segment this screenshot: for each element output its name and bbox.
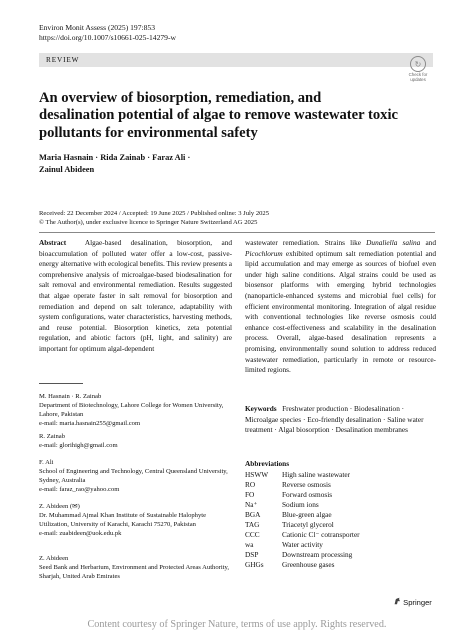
check-for-updates-icon: ↻ — [410, 56, 426, 72]
affiliation-4 — [39, 503, 232, 539]
affiliation-divider — [39, 383, 83, 384]
abstract-text-left: Algae-based desalination, biosorption, and bioaccumulation of polluted water offer a low-cost, passive-energy alternative with ecological benefits. This review presents a comprehensive analysis of microalgae-based biodesalination for salt removal and environmental remediation. Results suggested that algae operate faster in salt removal for biosorption and remediation and depend on salt tolerance, adaptability with system configurations, water characteristics, harvesting methods, and reuse potential. Biosorption kinetics, zeta potential regulation, and abiotic factors (pH, light, and salinity) are important for optimum algal-dependent — [39, 238, 233, 353]
springer-horse-icon — [393, 597, 401, 605]
history-dates: Received: 22 December 2024 / Accepted: 19 June 2025 / Published online: 3 July 2025 — [39, 210, 270, 217]
abbreviation-definition: Water activity — [282, 540, 323, 549]
publication-dates — [39, 209, 269, 228]
affiliation-department: Department of Biotechnology, Lahore College for Women University, Lahore, Pakistan — [39, 401, 224, 418]
affiliation-name: Z. Abideen (✉) — [39, 503, 80, 510]
abbreviation-term: RO — [245, 480, 256, 489]
abstract-text-right-post: exhibited optimum salt remediation potential and lipid accumulation and may emerge as sources of biofuel even under high saline conditions. Algal strains could be used as biosensor platforms with emerging hybrid technologies (nanoparticle-enhanced systems and microbial fuel cells) for efficient environmental monitoring. Integration of algal residue with conventional technologies like reverse osmosis could enhance cost-effectiveness and scalability in the desalination process. Overall, algae-based desalination represents a promising, environmentally sound solution to address reduced wastewater remediation, particularly in remote or resource-limited regions. — [245, 248, 436, 375]
affiliation-name: R. Zainab — [39, 433, 66, 440]
abstract-text-right-pre: wastewater remediation. Strains like — [245, 238, 367, 247]
abbreviation-definition: Sodium ions — [282, 500, 319, 509]
abstract-right-column — [245, 238, 436, 376]
author-list — [39, 152, 339, 175]
author-line-2: Zainul Abideen — [39, 164, 95, 174]
abstract-text-and: and — [420, 238, 436, 247]
affiliation-2 — [39, 433, 232, 451]
abbreviation-term: DSP — [245, 550, 259, 559]
article-title: An overview of biosorption, remediation, and desalination potential of algae to remove wastewater toxic pollutants for environmental safety — [39, 90, 398, 141]
courtesy-notice: Content courtesy of Springer Nature, terms of use apply. Rights reserved. — [87, 619, 387, 630]
abbreviation-definition: Greenhouse gases — [282, 560, 335, 569]
abbreviation-term: TAG — [245, 520, 260, 529]
species-name-2: Picochlorum — [245, 248, 283, 258]
affiliation-department: Seed Bank and Herbarium, Environment and Protected Areas Authority, Sharjah, United Arab Emirates — [39, 563, 230, 580]
abstract-heading: Abstract — [39, 238, 67, 247]
check-for-updates-badge[interactable] — [406, 56, 430, 82]
abbreviation-definition: High saline wastewater — [282, 470, 351, 479]
affiliation-email[interactable]: e-mail: zuabideen@uok.edu.pk — [39, 529, 122, 537]
abbreviation-term: GHGs — [245, 560, 264, 569]
affiliation-email[interactable]: e-mail: glorihigh@gmail.com — [39, 441, 118, 449]
species-name-1: Dunaliella salina — [366, 238, 421, 247]
author-line-1: Maria Hasnain · Rida Zainab · Faraz Ali · — [39, 153, 191, 162]
check-for-updates-line1: Check for — [408, 72, 428, 77]
copyright-line: © The Author(s), under exclusive licence to Springer Nature Switzerland AG 2025 — [39, 219, 258, 227]
abbreviations-heading: Abbreviations — [245, 459, 290, 468]
abbreviation-definition: Triacetyl glycerol — [282, 520, 334, 529]
abbreviation-definition: Cationic Cl⁻ cotransporter — [282, 530, 360, 539]
abbreviation-term: CCC — [245, 530, 260, 539]
abstract-left-column — [39, 238, 232, 355]
publisher-name: Springer — [403, 598, 432, 607]
check-for-updates-line2: updates — [410, 77, 426, 82]
affiliation-department: School of Engineering and Technology, Central Queensland University, Sydney, Australia — [39, 467, 228, 484]
abbreviation-term: Na⁺ — [245, 500, 258, 509]
journal-citation: Environ Monit Assess (2025) 197:853 — [39, 23, 156, 32]
doi-link[interactable]: https://doi.org/10.1007/s10661-025-14279-w — [39, 33, 176, 42]
abbreviation-term: wa — [245, 540, 254, 549]
article-type-label: REVIEW — [46, 55, 80, 64]
abbreviation-term: BGA — [245, 510, 261, 519]
publisher-logo — [393, 597, 432, 607]
abbreviation-definition: Downstream processing — [282, 550, 353, 559]
abbreviation-term: HSWW — [245, 470, 269, 479]
affiliation-1 — [39, 393, 232, 429]
affiliation-name: M. Hasnain · R. Zainab — [39, 393, 102, 400]
affiliation-department: Dr. Muhammad Ajmal Khan Institute of Sustainable Halophyte Utilization, University of Karachi, Karachi 75270, Pakistan — [39, 511, 207, 528]
affiliation-3 — [39, 459, 232, 495]
article-type-bar — [39, 53, 433, 67]
abbreviation-definition: Blue-green algae — [282, 510, 332, 519]
affiliation-name: F. Ali — [39, 459, 54, 466]
keywords-heading: Keywords — [245, 404, 277, 413]
abbreviation-definition: Reverse osmosis — [282, 480, 331, 489]
affiliation-5 — [39, 555, 232, 582]
affiliation-email[interactable]: e-mail: faraz_rao@yahoo.com — [39, 485, 120, 493]
abbreviation-definition: Forward osmosis — [282, 490, 333, 499]
affiliation-name: Z. Abideen — [39, 555, 69, 562]
keywords-text: Freshwater production · Biodesalination · Microalgae species · Eco-friendly desalination · Saline water treatment · Algal biosorption · Desalination membranes — [245, 404, 424, 435]
abbreviation-term: FO — [245, 490, 255, 499]
keywords-block — [245, 404, 436, 436]
header-divider — [39, 232, 435, 233]
affiliation-email[interactable]: e-mail: maria.hasnain255@gmail.com — [39, 419, 141, 427]
